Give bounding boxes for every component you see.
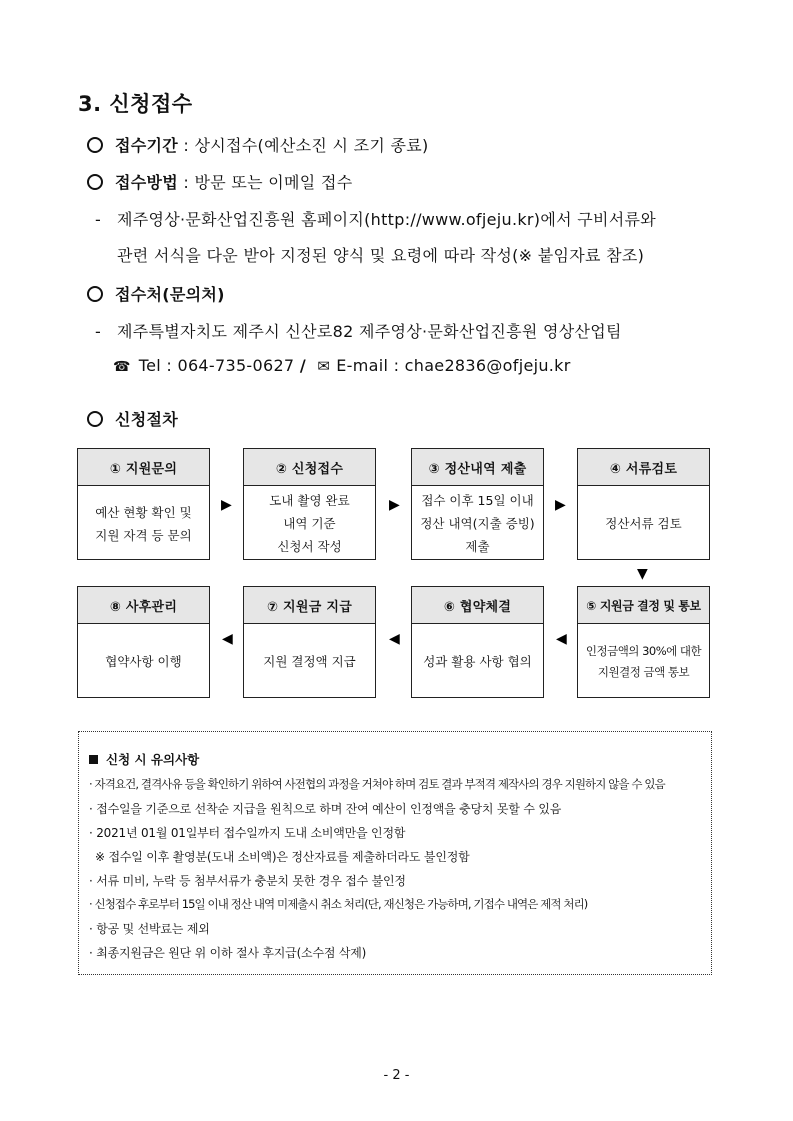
section-title: 3. 신청접수	[78, 92, 193, 116]
period-label: 접수기간	[115, 136, 179, 155]
flow-step-title: ⑧ 사후관리	[78, 587, 209, 624]
tel-number: : 064-735-0627	[166, 356, 295, 375]
note-item: · 항공 및 선박료는 제외	[89, 922, 210, 936]
notes-box	[78, 731, 712, 975]
flow-step-title: ① 지원문의	[78, 449, 209, 486]
method-detail-1: 제주영상·문화산업진흥원 홈페이지(http://www.ofjeju.kr)에서 구비서류와	[117, 210, 656, 229]
arrow-left-icon: ◀	[389, 631, 400, 647]
procedure-line	[87, 407, 178, 430]
note-item: · 2021년 01월 01일부터 접수일까지 도내 소비액만을 인정함	[89, 826, 406, 840]
contact-tel-email-line	[113, 356, 571, 375]
method-detail-2: 관련 서식을 다운 받아 지정된 양식 및 요령에 따라 작성(※ 붙임자료 참조)	[117, 246, 645, 265]
circle-bullet-icon	[87, 137, 103, 153]
flow-step-5	[577, 586, 710, 698]
flow-step-4	[577, 448, 710, 560]
notes-title: 신청 시 유의사항	[106, 752, 200, 767]
flow-step-8	[77, 586, 210, 698]
page-number: - 2 -	[383, 1068, 410, 1083]
note-item: · 자격요건, 결격사유 등을 확인하기 위하여 사전협의 과정을 거쳐야 하며 검토 결과 부적격 제작사의 경우 지원하지 않을 수 있음	[89, 777, 665, 791]
contact-label: 접수처(문의처)	[115, 285, 225, 304]
circle-bullet-icon	[87, 286, 103, 302]
period-text: : 상시접수(예산소진 시 조기 종료)	[183, 136, 429, 155]
square-bullet-icon	[89, 755, 98, 764]
envelope-icon: ✉	[317, 357, 331, 375]
dash-bullet: -	[95, 322, 102, 341]
flow-step-title: ② 신청접수	[244, 449, 375, 486]
flow-step-title: ⑥ 협약체결	[412, 587, 543, 624]
flow-step-body: 성과 활용 사항 협의	[423, 654, 532, 669]
note-item: · 신청접수 후로부터 15일 이내 정산 내역 미제출시 취소 처리(단, 재신청은 가능하며, 기접수 내역은 제적 처리)	[89, 897, 588, 911]
dash-bullet: -	[95, 210, 102, 229]
circle-bullet-icon	[87, 411, 103, 427]
flow-step-1	[77, 448, 210, 560]
flow-step-body: 접수 이후 15일 이내 정산 내역(지출 증빙) 제출	[420, 493, 535, 554]
method-line	[87, 170, 352, 193]
method-detail-line-1	[95, 207, 656, 230]
method-label: 접수방법	[115, 173, 179, 192]
note-item: · 서류 미비, 누락 등 첨부서류가 충분치 못한 경우 접수 불인정	[89, 874, 406, 888]
contact-address-line	[95, 319, 622, 342]
procedure-label: 신청절차	[115, 410, 179, 429]
notes-heading	[89, 750, 199, 768]
flow-step-7	[243, 586, 376, 698]
tel-label: Tel	[138, 356, 161, 375]
flow-step-body: 정산서류 검토	[605, 516, 682, 531]
arrow-right-icon: ▶	[221, 497, 232, 513]
flow-step-body: 협약사항 이행	[105, 654, 182, 669]
arrow-down-icon: ▼	[637, 566, 648, 582]
separator: /	[299, 356, 306, 375]
flow-step-title: ③ 정산내역 제출	[412, 449, 543, 486]
arrow-left-icon: ◀	[222, 631, 233, 647]
flow-step-body: 예산 현황 확인 및 지원 자격 등 문의	[95, 504, 192, 543]
flow-step-6	[411, 586, 544, 698]
note-item: · 접수일을 기준으로 선착순 지급을 원칙으로 하며 잔여 예산이 인정액을 충당치 못할 수 있음	[89, 802, 562, 816]
note-item: · 최종지원금은 원단 위 이하 절사 후지급(소수점 삭제)	[89, 946, 367, 960]
email-address: : chae2836@ofjeju.kr	[393, 356, 571, 375]
method-text: : 방문 또는 이메일 접수	[183, 173, 353, 192]
flow-step-body: 지원 결정액 지급	[263, 654, 356, 669]
flow-step-body: 도내 촬영 완료 내역 기준 신청서 작성	[269, 493, 350, 554]
arrow-right-icon: ▶	[555, 497, 566, 513]
circle-bullet-icon	[87, 174, 103, 190]
note-item: ※ 접수일 이후 촬영분(도내 소비액)은 정산자료를 제출하더라도 불인정함	[95, 850, 470, 864]
flow-step-title: ④ 서류검토	[578, 449, 709, 486]
telephone-icon: ☎	[113, 359, 131, 375]
email-label: E-mail	[336, 356, 389, 375]
flow-step-2	[243, 448, 376, 560]
period-line	[87, 133, 429, 156]
flow-step-title: ⑦ 지원금 지급	[244, 587, 375, 624]
flow-step-title: ⑤ 지원금 결정 및 통보	[578, 587, 709, 624]
contact-line	[87, 282, 225, 305]
flow-step-3	[411, 448, 544, 560]
contact-address: 제주특별자치도 제주시 신산로82 제주영상·문화산업진흥원 영상산업팀	[117, 322, 622, 341]
arrow-left-icon: ◀	[556, 631, 567, 647]
arrow-right-icon: ▶	[389, 497, 400, 513]
flow-step-body: 인정금액의 30%에 대한 지원결정 금액 통보	[585, 643, 702, 679]
